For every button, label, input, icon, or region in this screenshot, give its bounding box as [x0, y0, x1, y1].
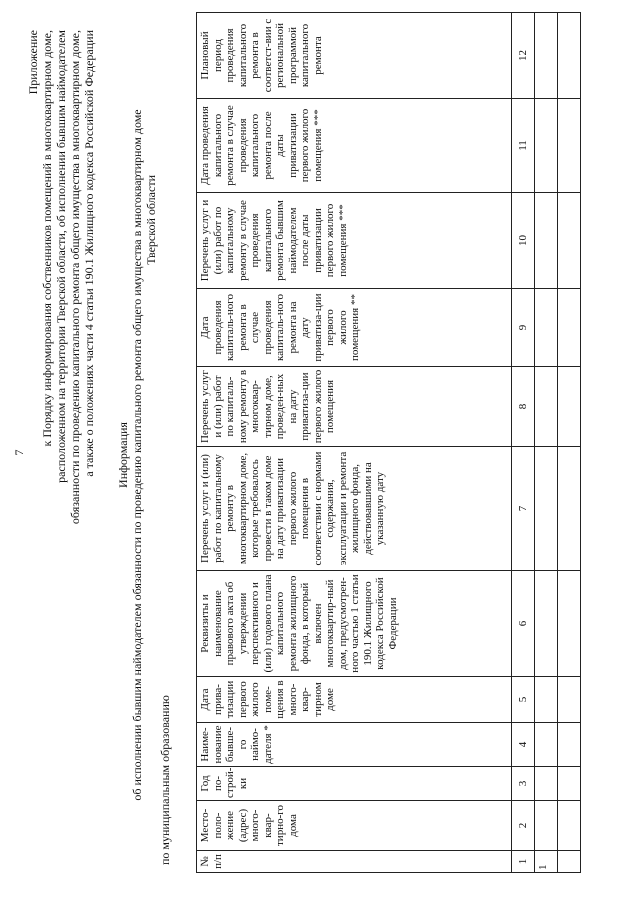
column-number-row	[512, 13, 535, 873]
column-header: Плановый период проведения капитального ремонта в соответст-вии с региональной программой капитального ремонта	[197, 13, 512, 99]
column-header: Перечень услуг и (или) работ по капиталь-ному ремонту в многоквар-тирном доме, проведен-ных на дату приватиза-ции первого жилого помещения	[197, 367, 512, 447]
column-header: Место-поло-жение (адрес) много-квар-тирно-го дома	[197, 801, 512, 851]
table-cell	[558, 723, 581, 767]
column-header: № п/п	[197, 851, 512, 873]
table-cell	[558, 99, 581, 193]
title-subject: об исполнении бывшим наймодателем обязанности по проведению капитального ремонта общего имущества в многоквартирном доме	[130, 109, 144, 801]
column-number: 2	[512, 801, 535, 851]
table-cell	[558, 289, 581, 367]
table-cell	[535, 801, 558, 851]
table-cell	[558, 447, 581, 571]
column-number: 11	[512, 99, 535, 193]
title-heading: Информация	[116, 422, 130, 488]
info-table	[196, 12, 581, 873]
table-cell	[558, 801, 581, 851]
appendix-line: расположенном на территории Тверской области, об исполнении бывшим наймодателем	[54, 30, 68, 483]
column-header: Дата прива-тизации первого жилого поме-щения в много-квар-тирном доме	[197, 677, 512, 723]
column-header: Реквизиты и наименование правового акта об утверждении перспективного и (или) годового плана капитального ремонта жилищного фонда, в который включен многоквартир-ный дом, предусмотрен-ного частью 1 статьи 190.1 Жилищного кодекса Российской Федерации	[197, 571, 512, 677]
table-cell	[535, 723, 558, 767]
title-municipality: по муниципальным образованию	[158, 695, 172, 865]
column-number: 3	[512, 767, 535, 801]
table-cell	[535, 367, 558, 447]
column-header: Дата проведения капиталь-ного ремонта в случае проведения капиталь-ного ремонта на дату приватиза-ции первого жилого помещения **	[197, 289, 512, 367]
table-cell	[558, 767, 581, 801]
table-cell	[558, 851, 581, 873]
table-cell	[535, 13, 558, 99]
column-number: 8	[512, 367, 535, 447]
appendix-block	[26, 30, 96, 650]
table-row	[535, 13, 558, 873]
appendix-line: к Порядку информирования собственников помещений в многоквартирном доме,	[40, 30, 54, 447]
table-cell	[535, 289, 558, 367]
column-number: 5	[512, 677, 535, 723]
column-number: 1	[512, 851, 535, 873]
column-header: Перечень услуг и (или) работ по капитальному ремонту в многоквартирном доме, которые требовалось провести в таком доме на дату приватизации первого жилого помещения в соответствии с нормами содержания, эксплуатации и ремонта жилищного фонда, действовавшими на указанную дату	[197, 447, 512, 571]
column-number: 10	[512, 193, 535, 289]
table-cell	[535, 571, 558, 677]
column-header: Год по-строй-ки	[197, 767, 512, 801]
page-number: 7	[12, 449, 26, 456]
appendix-heading: Приложение	[26, 30, 40, 95]
column-header: Дата проведения капитального ремонта в случае проведения капитального ремонта после даты приватизации первого жилого помещения ***	[197, 99, 512, 193]
document-title	[116, 25, 172, 885]
table-cell	[558, 571, 581, 677]
table-cell: 1	[535, 851, 558, 873]
column-header: Перечень услуг и (или) работ по капитальному ремонту в случае проведения капитального ремонта бывшим наймодателем после даты приватизации первого жилого помещения ***	[197, 193, 512, 289]
column-number: 7	[512, 447, 535, 571]
table-cell	[535, 99, 558, 193]
column-number: 4	[512, 723, 535, 767]
table-cell	[558, 367, 581, 447]
table-cell	[558, 677, 581, 723]
appendix-line: а также о положениях части 4 статьи 190.1 Жилищного кодекса Российской Федерации	[82, 30, 96, 477]
appendix-line: обязанности по проведению капитального ремонта общего имущества в многоквартирном доме,	[68, 30, 82, 525]
table-cell	[535, 677, 558, 723]
column-number: 9	[512, 289, 535, 367]
table-cell	[535, 447, 558, 571]
table-row	[558, 13, 581, 873]
column-number: 12	[512, 13, 535, 99]
header-row	[197, 13, 512, 873]
table-cell	[558, 193, 581, 289]
table-cell	[558, 13, 581, 99]
column-number: 6	[512, 571, 535, 677]
table-cell	[535, 193, 558, 289]
column-header: Наиме-нование бывше-го наймо-дателя *	[197, 723, 512, 767]
title-region: Тверской области	[144, 175, 158, 265]
table-cell	[535, 767, 558, 801]
